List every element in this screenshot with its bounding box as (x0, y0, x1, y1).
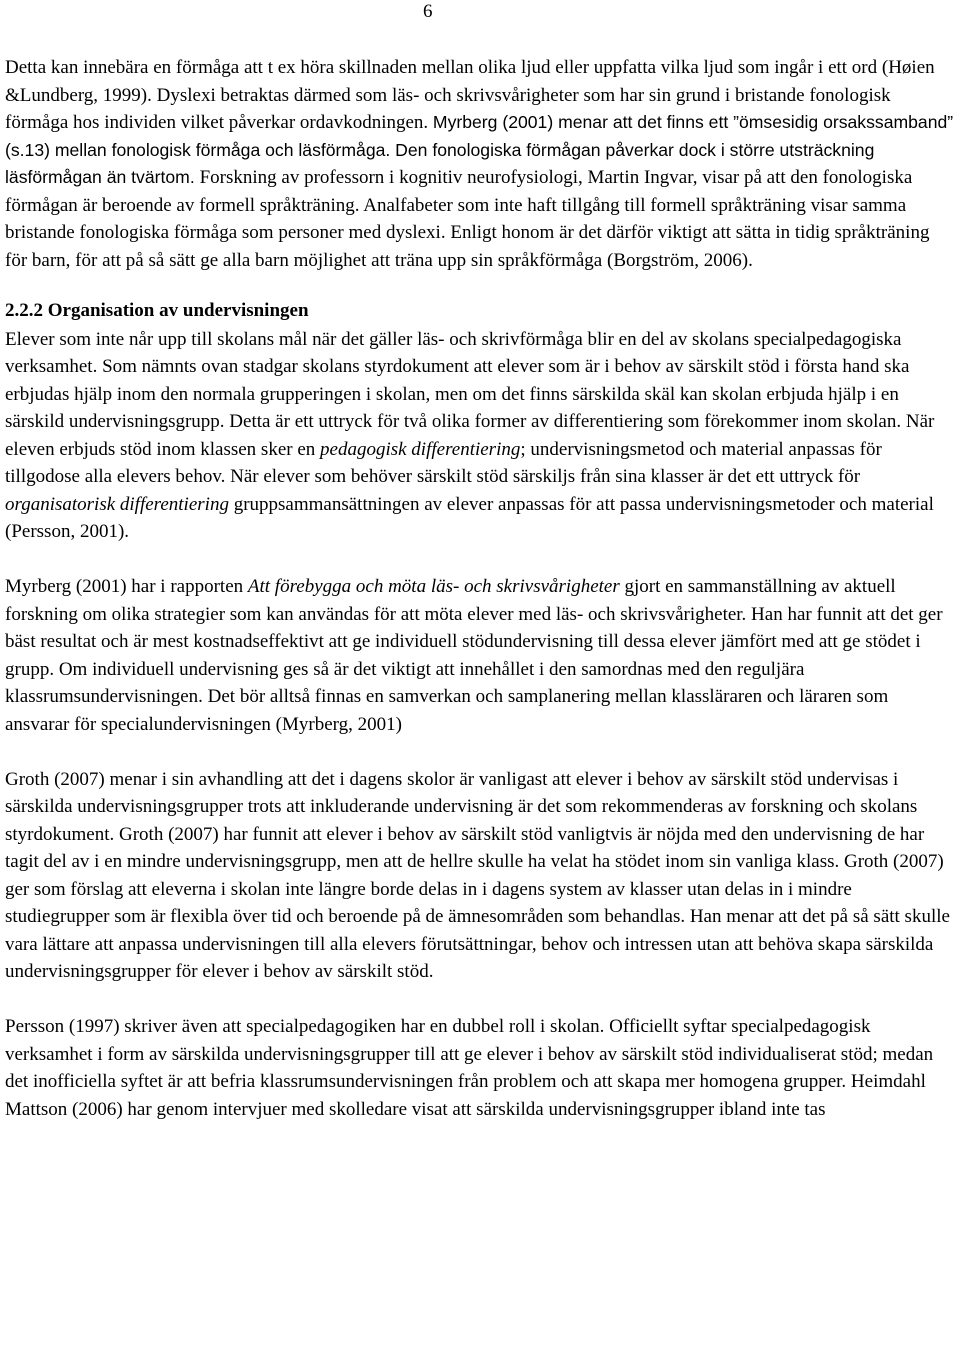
paragraph-organisation-text-1: Elever som inte når upp till skolans mål när det gäller läs- och skrivförmåga blir en del av skolans specialpedagogiska verksamhet. Som nämnts ovan stadgar skolans styrdokument att elever som är i behov av särskilt stöd i första hand ska erbjudas hjälp inom den normala grupperingen i skolan, men om det finns särskilda skäl kan skolan erbjuda hjälp i en särskild undervisningsgrupp. Detta är ett uttryck för två olika former av differentiering som förekommer inom skolan. När eleven erbjuds stöd inom klassen sker en (5, 328, 935, 460)
paragraph-organisation (5, 326, 955, 546)
section-heading: 2.2.2 Organisation av undervisningen (5, 300, 309, 321)
intro-sentence-5: Enligt honom är det därför viktigt att sätta in tidig språkträning för barn, för att på så sätt ge alla barn möjlighet att träna upp sin språkförmåga (Borgström, 2006). (5, 222, 930, 271)
paragraph-myrberg (5, 573, 955, 738)
document-body (5, 54, 955, 1123)
paragraph-persson: Persson (1997) skriver även att specialpedagogiken har en dubbel roll i skolan. Officiellt syftar specialpedagogisk verksamhet i form av särskilda undervisningsgrupper till att ge elever i behov av särskilt stöd individualiserat stöd; medan det inofficiella syftet är att befria klassrumsundervisningen från problem och att skapa mer homogena grupper. Heimdahl Mattson (2006) har genom intervjuer med skolledare visat att särskilda undervisningsgrupper ibland inte tas (5, 1016, 934, 1120)
term-organisatorisk-differentiering: organisatorisk differentiering (5, 493, 229, 515)
intro-sentence-4: Analfabeter som inte haft tillgång till formell språkträning visar samma bristande fonologiska förmåga som personer med dyslexi. (5, 194, 907, 243)
paragraph-myrberg-text-1: Myrberg (2001) har i rapporten (5, 576, 248, 597)
paragraph-gap (5, 738, 955, 766)
intro-sentence-3: Forskning av professorn i kognitiv neurofysiologi, Martin Ingvar, visar på att den fonologiska förmågan är beroende av formell språkträning. (5, 167, 913, 216)
report-title: Att förebygga och möta läs- och skrivsvårigheter (247, 576, 620, 597)
term-pedagogisk-differentiering: pedagogisk differentiering (320, 438, 521, 460)
paragraph-groth: Groth (2007) menar i sin avhandling att det i dagens skolor är vanligast att elever i behov av särskilt stöd undervisas i särskilda undervisningsgrupper trots att inkluderande undervisning är det som rekommenderas av forskning och skolans styrdokument. Groth (2007) har funnit att elever i behov av särskilt stöd vanligtvis är nöjda med den undervisning de har tagit del av i en mindre undervisningsgrupp, men att de hellre skulle ha velat ha stödet inom sin vanliga klass. Groth (2007) ger som förslag att eleverna i skolan inte längre borde delas in i dagens system av klasser utan delas in i mindre studiegrupper som är flexibla över tid och beroende på de ämnesområden som behandlas. Han menar att det på så sätt skulle vara lättare att anpassa undervisningen till alla elevers förutsättningar, behov och intressen utan att behöva skapa särskilda undervisningsgrupper för elever i behov av särskilt stöd. (5, 768, 950, 982)
intro-sentence-2: Myrberg (2001) menar att det finns ett ”ömsesidig orsakssamband” (s.13) mellan fonologisk förmåga och läsförmåga. Den fonologiska förmågan påverkar dock i större utsträckning läsförmågan än tvärtom. (5, 112, 954, 187)
intro-paragraph (5, 54, 955, 274)
paragraph-organisation-text-3: gruppsammansättningen av elever anpassas för att passa undervisningsmetoder och material (Persson, 2001). (5, 493, 934, 542)
paragraph-gap (5, 986, 955, 1014)
paragraph-myrberg-text-2: gjort en sammanställning av aktuell forskning om olika strategier som kan användas för att möta elever med läs- och skrivsvårigheter. Han har funnit att det ger bäst resultat och är mest kostnadseffektivt att ge individuell stödundervisning till dessa elever jämfört med att ge stödet i grupp. Om individuell undervisning ges så är det viktigt att innehållet i den samordnas med den reguljära klassrumsundervisningen. Det bör alltså finnas en samverkan och samplanering mellan klassläraren och läraren som ansvarar för specialundervisningen (Myrberg, 2001) (5, 576, 943, 735)
page-number: 6 (423, 1, 433, 22)
paragraph-organisation-text-2: ; undervisningsmetod och material anpassas för tillgodose alla elevers behov. När elever som behöver särskilt stöd särskiljs från sina klasser är det ett uttryck för (5, 438, 882, 487)
paragraph-gap (5, 546, 955, 574)
intro-sentence-1: Detta kan innebära en förmåga att t ex höra skillnaden mellan olika ljud eller uppfatta vilka ljud som ingår i ett ord (Høien &Lundberg, 1999). Dyslexi betraktas därmed som läs- och skrivsvårigheter som har sin grund i bristande fonologisk förmåga hos individen vilket påverkar ordavkodningen. (5, 57, 935, 133)
